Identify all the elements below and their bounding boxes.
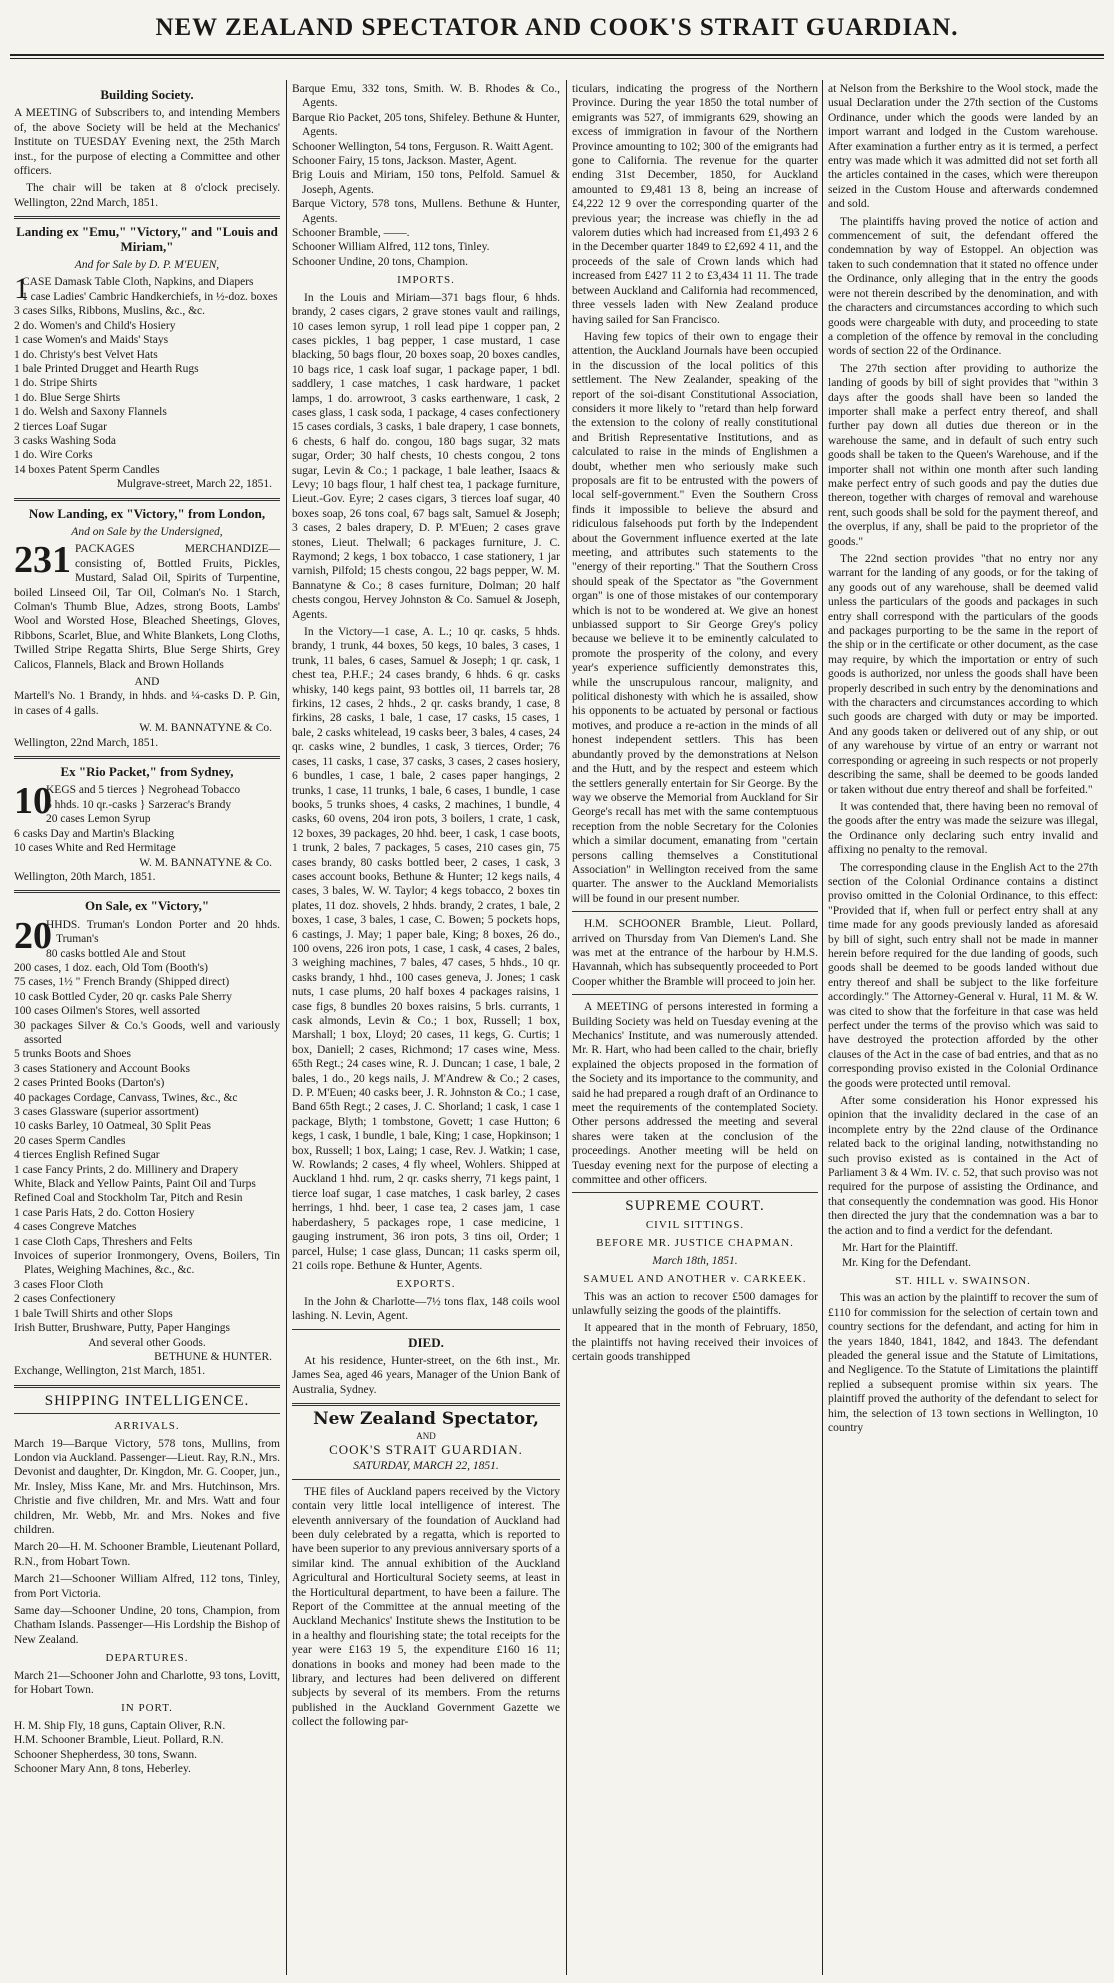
list-item: 80 casks bottled Ale and Stout	[46, 947, 186, 960]
died-title: DIED.	[408, 1334, 444, 1350]
divider	[572, 911, 818, 912]
divider	[572, 1192, 818, 1193]
in-port-entry: Schooner Mary Ann, 8 tons, Heberley.	[14, 1763, 191, 1776]
list-item: Schooner Wellington, 54 tons, Ferguson. R. Waitt Agent.	[292, 140, 554, 153]
case-para-7: After some consideration his Honor expressed his opinion that the invalidity declared in the case of an incomplete entry by the 22nd clause of the Ordinance related back to the original landing, notwithstanding no such proviso existed as is contained in the Act of Parliament 3 & 4 Wm. IV. c. 52, that such proviso was not required for the purpose of assisting the Ordinance, and that consequently the condemnation was good. His Honor then directed the jury that the condemnation was a bar to the action and to find a verdict for the defendant.	[828, 1095, 1098, 1237]
list-item: 3 cases Floor Cloth	[14, 1278, 104, 1291]
court-judge: BEFORE MR. JUSTICE CHAPMAN.	[596, 1237, 794, 1250]
list-item: 3 cases Silks, Ribbons, Muslins, &c., &c.	[14, 305, 206, 318]
list-item: 1 case Paris Hats, 2 do. Cotton Hosiery	[14, 1206, 195, 1219]
case-para-2: The plaintiffs having proved the notice of action and commencement of suit, the defendant offered the condemnation by way of Estoppel. An objection was taken to such condemnation that it stated no offence under the Ordinance, only alleging that in the entry the goods were not therein described by the denomination, and with the characters and circumstances according to which such goods were chargeable with duty, and proceeding to state a completion of the offence by removal in the concluding words of section 22 of the Ordinance.	[828, 215, 1098, 358]
list-item: KEGS and 5 tierces } Negrohead Tobacco	[46, 784, 241, 797]
now-landing-subtitle: And on Sale by the Undersigned,	[71, 525, 223, 538]
case-2-text: This was an action by the plaintiff to recover the sum of £110 for commission for the selection of certain town and country sections for the defendant, and acting for him in the years 1840, 1841, 1842, and 1843. The defendant pleaded the general issue and the Statute of Limitations, and Negligence. To the Statute of Limitations the plaintiff replied a subsequent promise within six years. The plaintiff proved the authority of the defendant to select for him, the selection of 13 town sections in Wellington, 10 country	[828, 1292, 1098, 1434]
rio-packet-date: Wellington, 20th March, 1851.	[14, 870, 156, 883]
counsel-defendant: Mr. King for the Defendant.	[842, 1256, 972, 1269]
list-item: Schooner Undine, 20 tons, Champion.	[292, 255, 468, 268]
case-title: SAMUEL AND ANOTHER v. CARKEEK.	[583, 1273, 807, 1286]
paper-subtitle: COOK'S STRAIT GUARDIAN.	[329, 1441, 523, 1457]
list-item: 1 case Cloth Caps, Threshers and Felts	[14, 1235, 193, 1248]
list-item: Barque Victory, 578 tons, Mullens. Bethune & Hunter, Agents.	[292, 198, 560, 225]
column-rule-1	[286, 80, 287, 1975]
list-item: 1 do. Wire Corks	[14, 449, 93, 462]
now-landing-title: Now Landing, ex "Victory," from London,	[28, 505, 266, 521]
exports-text: In the John & Charlotte—7½ tons flax, 148 coils wool lashing. N. Levin, Agent.	[292, 1295, 560, 1323]
rio-packet-number: 10	[14, 780, 52, 823]
died-text: At his residence, Hunter-street, on the 6th inst., Mr. James Sea, aged 46 years, Manager of the Union Bank of Australia, Sydney.	[292, 1354, 560, 1396]
list-item: CASE Damask Table Cloth, Napkins, and Diapers	[22, 276, 254, 289]
list-item: 3 cases Stationery and Account Books	[14, 1062, 190, 1075]
list-item: 200 cases, 1 doz. each, Old Tom (Booth's)	[14, 961, 208, 974]
divider	[14, 1385, 280, 1388]
list-item: 2 do. Women's and Child's Hosiery	[14, 319, 176, 332]
arrivals-title: ARRIVALS.	[114, 1420, 180, 1433]
landing-ad-title: Landing ex "Emu," "Victory," and "Louis and Miriam,"	[16, 224, 278, 254]
exports-title: EXPORTS.	[396, 1278, 456, 1291]
arrival-entry: March 19—Barque Victory, 578 tons, Mullins, from London via Auckland. Passenger—Lieut. Ray, R.N., Mrs. Devonist and daughter, Dr. Kingdon, Mr. G. Cooper, jun., Mr. Insley, Miss Kane, Mr. and Mrs. Hutchinson, Mrs. Christie and five children, Mr. and Mrs. Watt and four children, Mr. Webb, Mr. and Mrs. Nokes and five children.	[14, 1437, 280, 1536]
list-item: 20 cases Lemon Syrup	[46, 813, 151, 826]
editorial-politics: Having few topics of their own to engage their attention, the Auckland Journals have been occupied in the discussion of the local politics of this settlement. The New Zealander, speaking of the report of the soi-disant Constitutional Association, considers it more likely to "retard than help forward the extension to the colony of really constitutional and British Representative Institutions, and as calculated to raise in the minds of Englishmen a doubt, whether men who seriously make such proposals are fit to be entrusted with the powers of local self-government." Even the Southern Cross finds it impossible to believe the absurd and ridiculous falsehoods put forth by the Independent about the Government influence exerted at the late meeting, and attributes such statements to the "energy of their reporting." That the Southern Cross should speak of the Spectator as "the Government organ" is one of those mistakes of our contemporary which is not to be wondered at. We give an honest unbiassed support to Sir George Grey's policy because we believe it to be eminently calculated to promote the prosperity of the colony, and every year's experience sufficiently demonstrates this, while the unscrupulous rancour, malignity, and political dishonesty with which he is assailed, show his opponents to be actuated by personal or factious motives, and produce a re-action in the minds of all honest independent settlers. This has been abundantly proved by the demonstrations at Nelson and the Hutt, and by the respect and esteem which the settlers generally entertain for Sir George. By the way we observe the Memorial from Auckland for Sir George's recall has met with the same contemptuous reception from the noble Secretary for the Colonies which a similar document, emanating from "certain persons calling themselves a Constitutional Association" in Wellington received from the same quarter. The answer to the Auckland Memorialists will be found in our present number.	[572, 330, 818, 905]
rio-packet-title: Ex "Rio Packet," from Sydney,	[60, 764, 234, 780]
case-para-3: The 27th section after providing to authorize the landing of goods by bill of sight provides that "within 3 days after the goods shall have been so landed the importer shall make a perfect entry thereof, and shall further pay down all duties due thereon or in the warehouse the same, and in default of such entry such goods shall be taken to the Queen's Warehouse, and if the importer shall not within one month after such landing make perfect entry of such goods and pay the duties due thereon, together with charges of removal and warehouse rent, such goods shall be sold for the payment thereof, and the overplus, if any, shall be paid to the proprietor of the goods."	[828, 362, 1098, 548]
divider	[14, 216, 280, 219]
on-sale-signature: BETHUNE & HUNTER.	[154, 1350, 272, 1363]
list-item: 1 do. Blue Serge Shirts	[14, 391, 121, 404]
list-item: 10 casks Barley, 10 Oatmeal, 30 Split Peas	[14, 1120, 211, 1133]
now-landing-and: AND	[134, 676, 160, 689]
paper-date: SATURDAY, MARCH 22, 1851.	[353, 1460, 499, 1473]
departure-entry: March 21—Schooner John and Charlotte, 93 tons, Lovitt, for Hobart Town.	[14, 1669, 280, 1697]
arrival-entry: Same day—Schooner Undine, 20 tons, Champion, from Chatham Islands. Passenger—His Lordship the Bishop of New Zealand.	[14, 1605, 280, 1646]
on-sale-other: And several other Goods.	[88, 1336, 206, 1349]
list-item: Schooner William Alfred, 112 tons, Tinley.	[292, 241, 490, 254]
list-item: 30 packages Silver & Co.'s Goods, well and variously assorted	[14, 1019, 280, 1046]
court-date: March 18th, 1851.	[652, 1254, 738, 1267]
departures-title: DEPARTURES.	[105, 1652, 189, 1665]
bramble-notice: H.M. SCHOONER Bramble, Lieut. Pollard, arrived on Thursday from Van Diemen's Land. She was met at the entrance of the harbour by H.M.S. Havannah, which has subsequently proceeded to Port Cooper whither the Bramble will proceed to join her.	[572, 918, 818, 988]
list-item: 5 hhds. 10 qr.-casks } Sarzerac's Brandy	[46, 798, 232, 811]
list-item: Barque Rio Packet, 205 tons, Shifeley. Bethune & Hunter, Agents.	[292, 111, 560, 139]
column-3	[572, 82, 818, 1977]
list-item: Invoices of superior Ironmongery, Ovens, Boilers, Tin Plates, Weighing Machines, &c., &c.	[14, 1250, 280, 1277]
list-item: HHDS. Truman's London Porter and 20 hhds. Truman's	[46, 918, 280, 946]
now-landing-number: 231	[14, 539, 71, 582]
list-item: 100 cases Oilmen's Stores, well assorted	[14, 1005, 201, 1018]
paper-and: AND	[416, 1430, 436, 1441]
on-sale-title: On Sale, ex "Victory,"	[84, 898, 210, 914]
rio-packet-signature: W. M. BANNATYNE & Co.	[139, 856, 272, 869]
case-text-2: It appeared that in the month of February, 1850, the plaintiffs not having received their invoices of certain goods transhipped	[572, 1322, 818, 1364]
landing-drop-cap: 1	[14, 272, 29, 306]
paper-title: New Zealand Spectator,	[313, 1409, 539, 1430]
list-item: White, Black and Yellow Paints, Paint Oil and Turps	[14, 1178, 256, 1191]
list-item: 6 casks Day and Martin's Blacking	[14, 827, 175, 840]
now-landing-signature: W. M. BANNATYNE & Co.	[139, 722, 272, 735]
list-item: Schooner Bramble, ——.	[292, 227, 410, 240]
list-item: Refined Coal and Stockholm Tar, Pitch and Resin	[14, 1192, 243, 1205]
list-item: 4 cases Congreve Matches	[14, 1221, 137, 1234]
list-item: 3 cases Glassware (superior assortment)	[14, 1106, 199, 1118]
list-item: 1 do. Welsh and Saxony Flannels	[14, 406, 167, 419]
landing-ad-list	[14, 272, 280, 477]
shipping-title: SHIPPING INTELLIGENCE.	[44, 1392, 250, 1409]
editorial-text: THE files of Auckland papers received by the Victory contain very little local intelligence of interest. The eleventh anniversary of the foundation of Auckland had been duly celebrated by a regatta, which is reported to have been superior to any previous anniversary sports of a similar kind. The annual exhibition of the Auckland Agricultural and Horticultural Society seems, at least in the Horticultural department, to have been a failure. The Report of the Committee at the annual meeting of the Auckland Mechanics' Institute shews the Institution to be in a healthy and flourishing state; the total receipts for the year were £163 19 5, the expenditure £160 16 11; donations in books and money had been made to the library, and lectures had been delivered on different subjects by several of its members. From the returns published in the Auckland Government Gazette we collect the following par-	[292, 1485, 560, 1729]
on-sale-list	[14, 914, 280, 1336]
list-item: Barque Emu, 332 tons, Smith. W. B. Rhodes & Co., Agents.	[292, 83, 560, 110]
column-rule-2	[566, 80, 567, 1975]
masthead-rule-thin	[10, 58, 1104, 59]
supreme-court-title: SUPREME COURT.	[625, 1198, 765, 1215]
case-text: This was an action to recover £500 damages for unlawfully seizing the goods of the plaintiffs.	[572, 1290, 818, 1317]
column-rule-3	[822, 80, 823, 1975]
imports-title: IMPORTS.	[397, 274, 455, 287]
in-port-entry: H. M. Ship Fly, 18 guns, Captain Oliver, R.N.	[14, 1719, 226, 1732]
list-item: 1 case Fancy Prints, 2 do. Millinery and Drapery	[14, 1163, 239, 1176]
on-sale-number: 20	[14, 914, 52, 957]
list-item: 14 boxes Patent Sperm Candles	[14, 463, 160, 476]
list-item: 1 do. Christy's best Velvet Hats	[14, 348, 158, 361]
building-society-text: A MEETING of Subscribers to, and intending Members of, the above Society will be held at the Mechanics' Institute on TUESDAY Evening next, the 25th March inst., for the purpose of electing a Committee and other officers.	[14, 107, 280, 178]
list-item: Schooner Fairy, 15 tons, Jackson. Master, Agent.	[292, 155, 517, 168]
building-society-text-2: The chair will be taken at 8 o'clock precisely. Wellington, 22nd March, 1851.	[14, 182, 280, 209]
list-item: 4 tierces English Refined Sugar	[14, 1149, 160, 1162]
column-4	[828, 82, 1098, 1977]
arrival-entry: March 20—H. M. Schooner Bramble, Lieutenant Pollard, R.N., from Hobart Town.	[14, 1541, 280, 1568]
in-port-title: IN PORT.	[121, 1702, 173, 1715]
divider	[14, 890, 280, 893]
list-item: 10 cases White and Red Hermitage	[14, 842, 176, 855]
list-item: 5 trunks Boots and Shoes	[14, 1048, 131, 1061]
landing-ad-subtitle: And for Sale by D. P. M'EUEN,	[74, 259, 220, 272]
now-landing-body: PACKAGES MERCHANDIZE— consisting of, Bottled Fruits, Pickles, Mustard, Salad Oil, Spirits of Turpentine, boiled Linseed Oil, Tar Oil, Colman's No. 1 Starch, Colman's Thumb Blue, Adzes, strong Boots, Lambs' Wool and Worsted Hose, Bleached Sheetings, Gloves, Ribbons, Scarlet, Blue, and White Blankets, Long Cloths, Twilled Stripe Regatta Shirts, Blue Serge Shirts, Grey Calicos, Flannels, Black and Brown Hollands	[14, 543, 280, 671]
divider	[292, 1403, 560, 1406]
landing-ad-date: Mulgrave-street, March 22, 1851.	[116, 478, 272, 491]
list-item: 2 tierces Loaf Sugar	[14, 420, 107, 433]
list-item: 2 cases Printed Books (Darton's)	[14, 1077, 165, 1090]
masthead-rule	[10, 54, 1104, 56]
list-item: 1 case Women's and Maids' Stays	[14, 334, 169, 347]
list-item: 1 case Ladies' Cambric Handkerchiefs, in ½-doz. boxes	[22, 290, 278, 303]
in-port-entry: H.M. Schooner Bramble, Lieut. Pollard, R.N.	[14, 1734, 224, 1747]
building-society-title: Building Society.	[100, 87, 194, 102]
case-continued: at Nelson from the Berkshire to the Wool stock, made the usual Declaration under the 27th section of the Customs Ordinance, under which the goods were landed by an import warrant and lodged in the Custom warehouse. After examination a further entry as it is termed, a perfect entry was made which it was admitted did not set forth all the articles contained in the cases, which were thereupon seized in the Custom House and afterwards condemned and sold.	[828, 83, 1098, 211]
column-1	[14, 82, 280, 1977]
list-item: 2 cases Confectionery	[14, 1293, 116, 1306]
rio-packet-list	[14, 780, 280, 855]
now-landing-date: Wellington, 22nd March, 1851.	[14, 736, 159, 749]
list-item: 1 bale Printed Drugget and Hearth Rugs	[14, 362, 199, 375]
case-para-5: It was contended that, there having been no removal of the goods after the entry was made the seizure was illegal, the Ordinance only declaring such entry invalid and affixing no penalty to the removal.	[828, 800, 1098, 857]
building-society-report: A MEETING of persons interested in forming a Building Society was held on Tuesday evening at the Mechanics' Institute, and was numerously attended. Mr. R. Hart, who had been called to the chair, briefly explained the objects proposed in the formation of the Society and its importance to the community, and said he had prepared a rough draft of an Ordinance to meet the requirements of the contemplated Society. Other persons addressed the meeting and several shares were taken at the conclusion of the proceedings. Another meeting will be held on Tuesday evening next for the purpose of electing a committee and other officers.	[572, 1001, 818, 1187]
divider	[14, 1413, 280, 1414]
list-item: Irish Butter, Brushware, Putty, Paper Hangings	[14, 1322, 230, 1335]
list-item: 75 cases, 1½ " French Brandy (Shipped direct)	[14, 976, 230, 989]
list-item: 1 bale Twill Shirts and other Slops	[14, 1307, 173, 1320]
list-item: 20 cases Sperm Candles	[14, 1134, 126, 1147]
divider	[292, 1479, 560, 1480]
imports-text-2: In the Victory—1 case, A. L.; 10 qr. casks, 5 hhds. brandy, 1 trunk, 44 boxes, 50 kegs, 10 bales, 3 cases, 1 trunk, 11 bales, 6 cases, Samuel & Joseph; 1 qr. cask, 1 chest tea, P.H.F.; 24 cases brandy, 6 hhds. 6 qr. casks whisky, 140 kegs paint, 93 bottles oil, 11 barrels tar, 28 firkins, 12 cases, 2 hhds., 2 qr. casks brandy, 1 case, 8 firkins, 28 casks, 1 bale, 1 case, 17 casks, 15 cases, 1 bale, 2 casks whitelead, 19 casks beer, 3 bales, 4 cases, 24 qr. casks wine, 2 bundles, 1 cask, 3 tierces, Order; 76 cases, 11 casks, 1 case, 37 casks, 3 cases, 2 cases hosiery, 6 bundles, 1 case, 1 bale, 2 cases paper hangings, 2 trunks, 1 case, 11 trunks, 1 bale, 6 cases, 1 bundle, 1 case books, 5 trunks shoes, 4 casks, 2 machines, 1 bundle, 4 casks, 60 ovens, 204 iron pots, 3 boilers, 1 crate, 1 cask, 12 boxes, 39 packages, 20 hhd. beer, 1 cask, 1 case boots, 1 trunk, 2 bales, 7 packages, 5 cases, 210 cases gin, 75 cases brandy, 80 casks bottled beer, 2 cases, 1 cask, 3 cases account books, Bethune & Hunter; 12 kegs nails, 4 cases, 3 bales, W. W. Taylor; 4 kegs tobacco, 2 boxes tin plates, 11 doz. shovels, 2 hhds. brandy, 2 crates, 1 bale, 2 boxes, 1 case, 3 bales, 1 case, C. Bowen; 5 pockets hops, 6 castings, J. May; 1 paper bale, King; 8 boxes, 26 do., 100 ovens, 226 iron pots, 1 case, 1 cask, 4 cases, 2 bales, 3 weighing machines, 7 bales, 47 cases, 5 hhds., 10 qr. casks brandy, 1 hhd., 100 cases geneva, J. Jones; 1 cask nuts, 1 case plums, 20 half boxes 4 packages raisins, 1 case figs, 8 bundles 20 boxes raisins, 5 brls. currants, 1 cask almonds, Levin & Co.; 1 box, Russell; 1 box, Marshall; 1 box, Lloyd; 20 cases, 11 kegs, G. Curtis; 1 box, Daniell; 2 cases, Richmond; 17 cases wine, Mess. 65th Regt.; 24 cases wine, R. J. Duncan; 1 case, 1 bale, 2 bales, 1 do., 20 kegs nails, J. M'Andrew & Co.; 2 cases, D. P. M'Euen; 40 casks beer, J. R. Johnston & Co.; 1 case, Band 65th Regt.; 2 cases, J. C. Shorland; 1 cask, 1 case 1 package, Blyth; 1 tombstone, Govett; 1 case Hutton; 6 kegs, 1 cask, 1 bundle, 1 bale, King; 1 case, Hopkinson; 1 box, Russell; 1 box, Laing; 1 case, Rev. J. Watkin; 1 case, W. Rowlands; 2 cases, 4 fly wheel, Wohlers. Shipped at Auckland 1 hhd. rum, 2 qr. casks sherry, 71 kegs paint, 1 tierce loaf sugar, 1 case matches, 1 cask barley, 2 cases herrings, 1 hhd. beer, 1 case tea, 2 cases jam, 1 case haberdashery, 5 packages rope, 1 case medicine, 1 gauging instrument, 36 iron pots, 3 tins oil, Order; 1 parcel, Hulse; 1 case glass, Duncan; 11 casks sperm oil, 21 coils rope. Bethune & Hunter, Agents.	[292, 626, 560, 1272]
case-para-6: The corresponding clause in the English Act to the 27th section of the Colonial Ordinance contains a distinct proviso omitted in the Colonial Ordinance, to this effect: "Provided that if, when full or perfect entry shall at any time made for any goods previously landed as aforesaid by bill of sight, such entry shall not be made in manner herein before required for the due landing of goods, such goods shall be deemed to be goods landed without due entry thereof and shall be subject to the like forfeiture accordingly." The Attorney-General v. Hural, 11 M. & W. was cited to show that the forfeiture in that case was held perfect under the terms of the proviso which was said to have destroyed the protection afforded by the other clauses of the Act in the case of bad entries, and that as no corresponding proviso existed in the Colonial Ordinance the goods were protected until removal.	[828, 861, 1098, 1090]
divider	[14, 756, 280, 759]
column-2	[292, 82, 560, 1977]
now-landing-text	[14, 539, 280, 672]
list-item: Brig Louis and Miriam, 150 tons, Pelfold. Samuel & Joseph, Agents.	[292, 169, 560, 196]
arrival-entry: March 21—Schooner William Alfred, 112 tons, Tinley, from Port Victoria.	[14, 1573, 280, 1600]
list-item: 40 packages Cordage, Canvass, Twines, &c., &c	[14, 1091, 238, 1104]
civil-sittings: CIVIL SITTINGS.	[645, 1218, 745, 1231]
divider	[14, 498, 280, 501]
ships-list	[292, 82, 560, 269]
on-sale-date: Exchange, Wellington, 21st March, 1851.	[14, 1365, 206, 1378]
divider	[572, 994, 818, 995]
counsel-plaintiff: Mr. Hart for the Plaintiff.	[842, 1242, 959, 1255]
list-item: 10 cask Bottled Cyder, 20 qr. casks Pale Sherry	[14, 990, 233, 1003]
masthead: NEW ZEALAND SPECTATOR AND COOK'S STRAIT GUARDIAN.	[155, 14, 959, 41]
case-2-title: ST. HILL v. SWAINSON.	[895, 1274, 1031, 1287]
divider	[292, 1329, 560, 1330]
in-port-entry: Schooner Shepherdess, 30 tons, Swann.	[14, 1748, 198, 1761]
case-para-4: The 22nd section provides "that no entry nor any warrant for the landing of any goods, or for the taking of any goods out of any warehouse, shall be deemed valid unless the particulars of the goods and packages in such entry shall correspond with the particulars of the goods and packages purporting to be the same in the report of the ship or in the certificate or other document, as the case may require, by which the importation or entry of such goods is authorized, nor unless the goods shall have been properly described in such entry by the denominations and with the characters and circumstances according to which such goods are charged with duty or may be imported. And any goods taken or delivered out of any ship, or out of any warehouse by virtue of an entry or warrant not corresponding or agreeing in such respects or not properly describing the same, shall be deemed to be goods landed or taken without due entry thereof and shall be forfeited."	[828, 553, 1098, 796]
list-item: 3 casks Washing Soda	[14, 434, 117, 447]
now-landing-text-2: Martell's No. 1 Brandy, in hhds. and ¼-casks D. P. Gin, in cases of 4 galls.	[14, 690, 280, 717]
editorial-continued: ticulars, indicating the progress of the Northern Province. During the year 1850 the total number of emigrants was 527, of immigrants 629, showing an excess of immigration in favour of the Northern Province amounting to 102; 300 of the emigrants had gone to California. The revenue for the quarter ending 31st December, 1850, for Auckland amounted to £9,481 13 8, being an increase of £4,222 12 9 over the corresponding quarter of the previous year; the increase was chiefly in the ad valorem duties which had increased from £1,493 2 6 in the December quarter 1849 to £2,692 4 11, and the proceeds of the sale of Crown lands which had increased from £427 11 2 to £3,434 11 11. The trade between Auckland and California had recommenced, three vessels laden with New Zealand produce having sailed for San Francisco.	[572, 83, 818, 326]
list-item: 1 do. Stripe Shirts	[14, 377, 98, 390]
imports-text: In the Louis and Miriam—371 bags flour, 6 hhds. brandy, 2 cases cigars, 2 grave stones vault and railings, 10 cases lemon syrup, 1 roll lead pipe 1 copper pan, 2 cases pickles, 1 bag pepper, 1 case mustard, 1 case blacking, 50 bags flour, 20 boxes soap, 20 boxes candles, 10 bags rice, 1 cask loaf sugar, 1 package paper, 1 bdl. saddlery, 1 case matches, 1 cask hardware, 1 packet lamps, 1 do. arrowroot, 3 casks earthenware, 1 cask, 2 cases glass, 1 cask soda, 1 package, 4 cases confectionery 15 cases cordials, 3 casks, 1 bale drapery, 1 case bonnets, 6 chests, 6 half do. congou, 180 bags sugar, 32 mats sugar, Order; 30 half chests, 10 chests congou, 2 tons sugar, Levin & Co.; 1 package, 1 bale leather, Isaacs & Levy; 10 bags flour, 1 half chest tea, 1 package furniture, Lieut.-Gov. Eyre; 2 cases cigars, 3 tierces loaf sugar, 40 boxes soap, 26 tons coal, 67 bags salt, Samuel & Joseph; 3 cases, 2 bales drapery, D. P. M'Euen; 2 cases grave stones, Lieut. Thelwall; 6 packages furniture, J. C. Raymond; 2 kegs, 1 box tobacco, 1 case stationery, 1 jar varnish, Pilfold; 15 chests congou, 22 bags pepper, W. M. Bannatyne & Co.; 8 cases furniture, Dolman; 20 half chests congou, Hervey Johnston & Co. Samuel & Joseph, Agents.	[292, 291, 560, 621]
